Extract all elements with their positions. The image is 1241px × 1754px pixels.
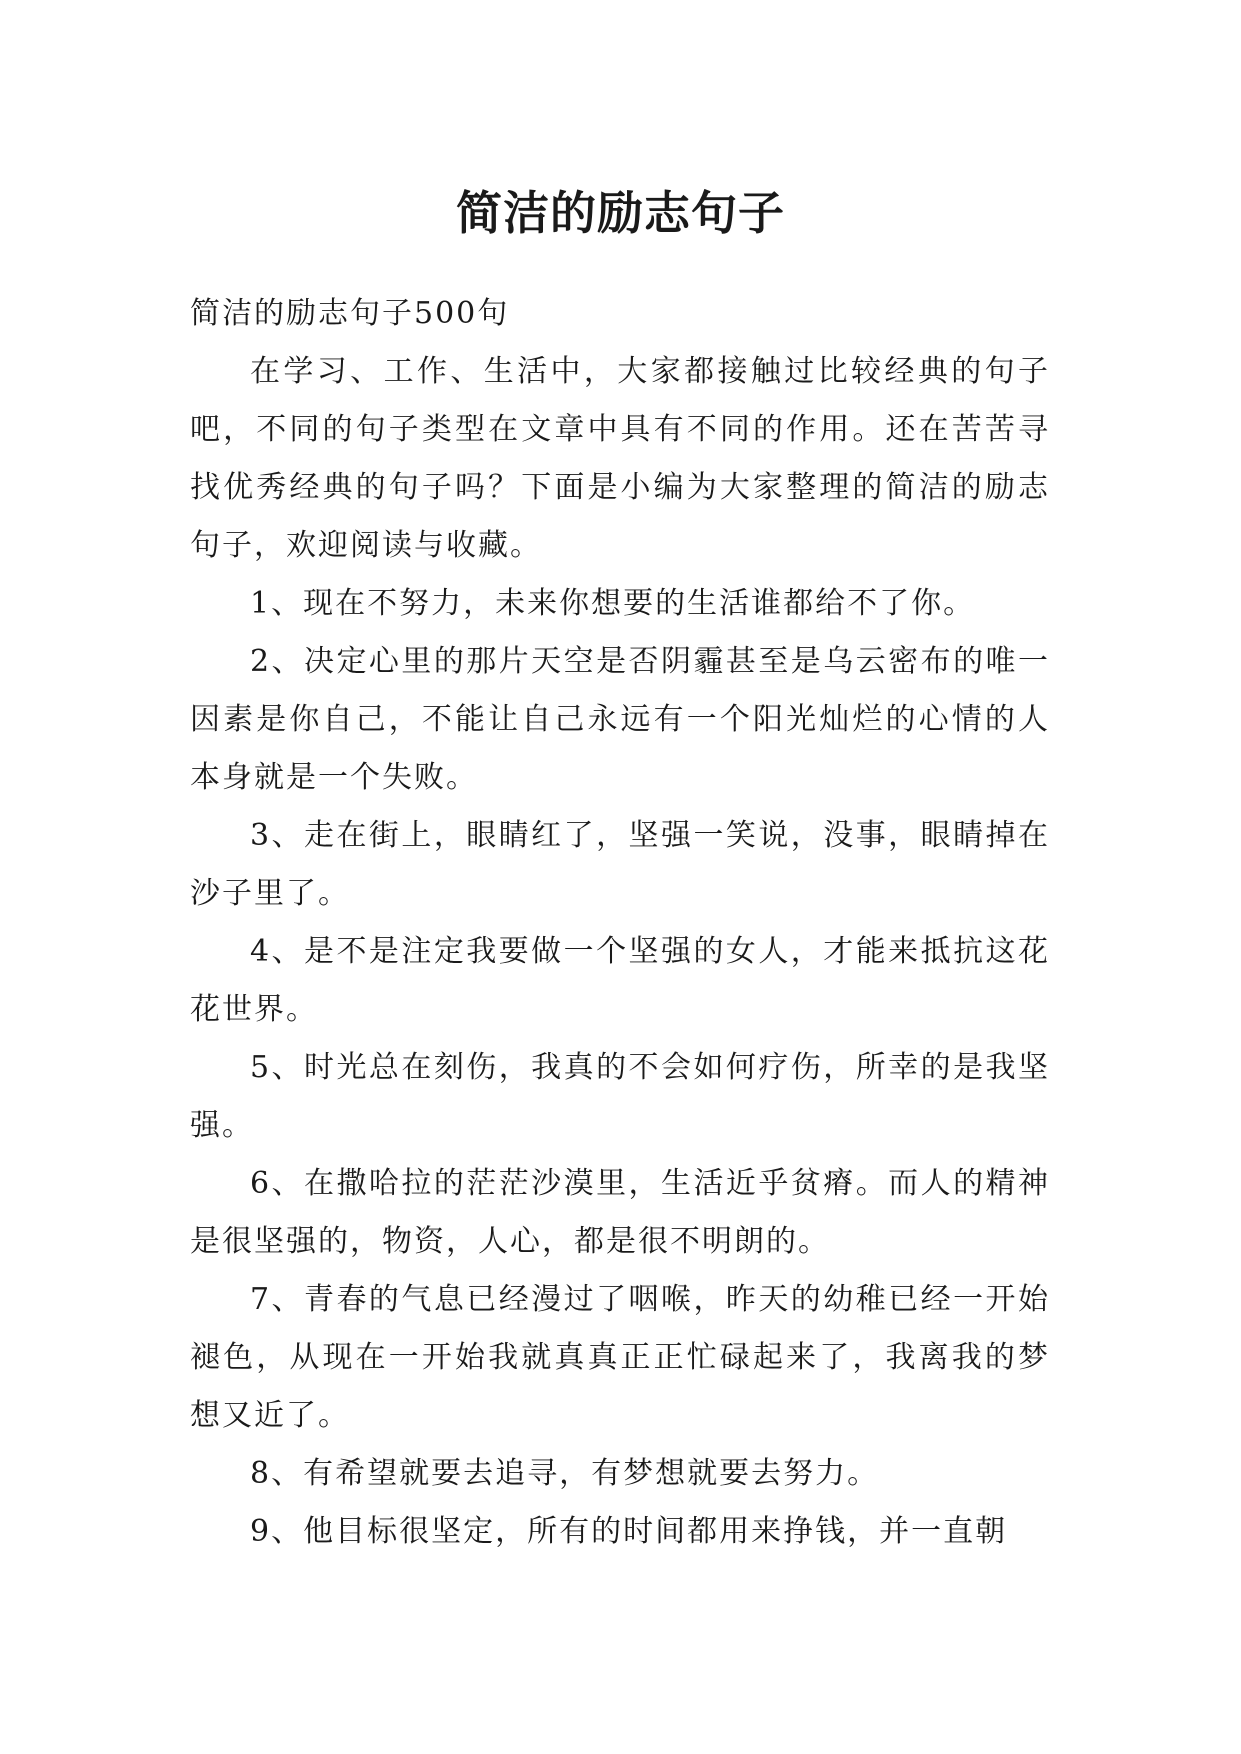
list-item: 6、在撒哈拉的茫茫沙漠里，生活近乎贫瘠。而人的精神是很坚强的，物资，人心，都是很不明朗的。 — [190, 1166, 1050, 1259]
list-item: 7、青春的气息已经漫过了咽喉，昨天的幼稚已经一开始褪色，从现在一开始我就真真正正忙碌起来了，我离我的梦想又近了。 — [190, 1282, 1050, 1433]
list-item: 5、时光总在刻伤，我真的不会如何疗伤，所幸的是我坚强。 — [190, 1050, 1050, 1143]
document-title: 简洁的励志句子 — [456, 185, 785, 240]
document-subtitle: 简洁的励志句子500句 — [190, 296, 510, 331]
list-item: 1、现在不努力，未来你想要的生活谁都给不了你。 — [250, 586, 976, 621]
document-body — [190, 285, 1050, 1561]
intro-paragraph: 在学习、工作、生活中，大家都接触过比较经典的句子吧，不同的句子类型在文章中具有不同的作用。还在苦苦寻找优秀经典的句子吗？下面是小编为大家整理的简洁的励志句子，欢迎阅读与收藏。 — [190, 354, 1050, 563]
list-item: 9、他目标很坚定，所有的时间都用来挣钱，并一直朝 — [250, 1514, 1008, 1549]
list-item: 3、走在街上，眼睛红了，坚强一笑说，没事，眼睛掉在沙子里了。 — [190, 818, 1050, 911]
list-item: 4、是不是注定我要做一个坚强的女人，才能来抵抗这花花世界。 — [190, 934, 1050, 1027]
list-item: 8、有希望就要去追寻，有梦想就要去努力。 — [250, 1456, 880, 1491]
list-item: 2、决定心里的那片天空是否阴霾甚至是乌云密布的唯一因素是你自己，不能让自己永远有一个阳光灿烂的心情的人本身就是一个失败。 — [190, 644, 1050, 795]
